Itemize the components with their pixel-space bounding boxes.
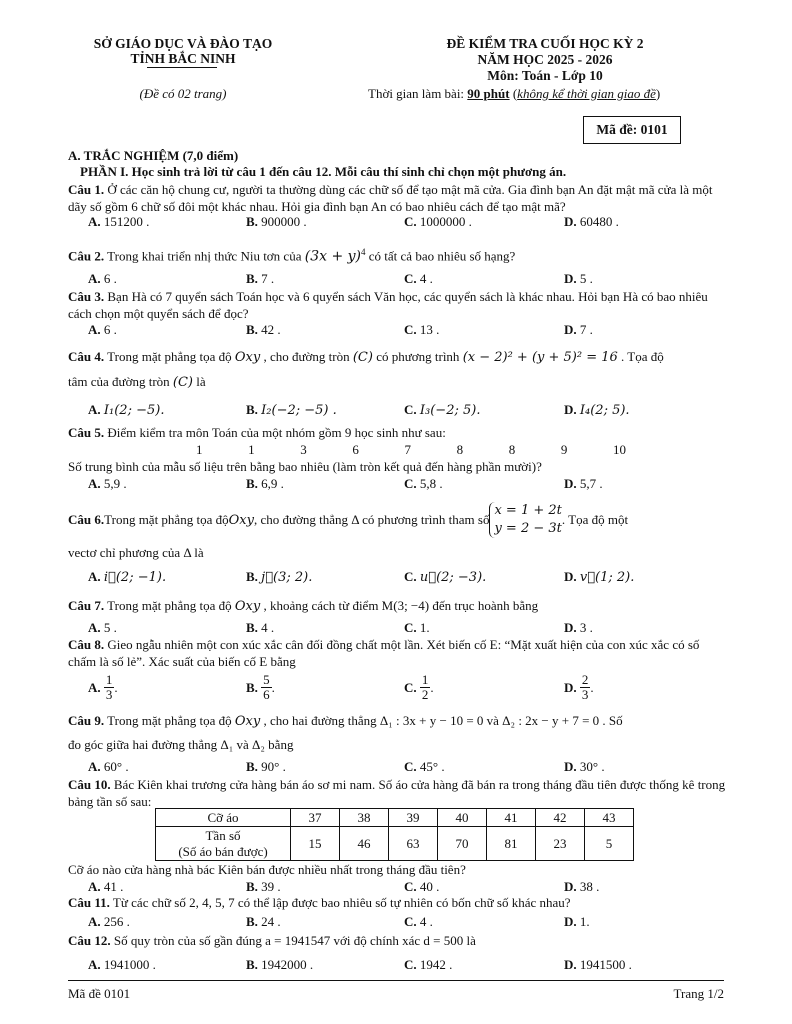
table-cell: 70 bbox=[438, 827, 487, 861]
q5-option-a[interactable]: A. 5,9 . bbox=[88, 476, 127, 491]
question-9-line2: đo góc giữa hai đường thẳng Δ₁ và Δ₂ bằng bbox=[68, 737, 294, 752]
question-8: Câu 8. Gieo ngẫu nhiên một con xúc xắc cân đối đồng chất một lần. Xét biến cố E: “Mặt xuất hiện của con xúc xắc có số chấm là số lẻ”. Xác suất của biến cố E bằng bbox=[68, 637, 700, 669]
table-cell: 15 bbox=[291, 827, 340, 861]
q4-option-c[interactable]: C. I₃(−2; 5). bbox=[404, 402, 481, 418]
question-7: Câu 7. Trong mặt phẳng tọa độ Oxy , khoảng cách từ điểm M(3; −4) đến trục hoành bằng bbox=[68, 598, 539, 614]
footer-divider bbox=[68, 980, 724, 981]
q11-option-c[interactable]: C. 4 . bbox=[404, 914, 433, 929]
score: 6 bbox=[352, 442, 359, 457]
q7-option-c[interactable]: C. 1. bbox=[404, 620, 430, 635]
score: 3 bbox=[300, 442, 307, 457]
q12-option-d[interactable]: D. 1941500 . bbox=[564, 957, 632, 972]
table-header-cell: Cỡ áo bbox=[156, 809, 291, 827]
q3-option-d[interactable]: D. 7 . bbox=[564, 322, 593, 337]
fraction: $\frac{1}{3}$ bbox=[105, 672, 113, 702]
q6-option-c[interactable]: C. u⃗(2; −3). bbox=[404, 569, 487, 585]
q4-option-b[interactable]: B. I₂(−2; −5) . bbox=[246, 402, 337, 418]
table-cell: 40 bbox=[438, 809, 487, 827]
footer-exam-code: Mã đề 0101 bbox=[68, 986, 131, 1001]
q7-option-b[interactable]: B. 4 . bbox=[246, 620, 275, 635]
question-6: Câu 6. Trong mặt phẳng tọa độ Oxy , cho đường thẳng Δ có phương trình tham số x = 1 + 2t y = 2 − 3t . Tọa độ một bbox=[68, 503, 629, 536]
q4-option-a[interactable]: A. I₁(2; −5). bbox=[88, 402, 165, 418]
q5-option-d[interactable]: D. 5,7 . bbox=[564, 476, 603, 491]
table-row bbox=[156, 809, 634, 827]
q10-option-d[interactable]: D. 38 . bbox=[564, 879, 600, 894]
q1-option-d[interactable]: D. 60480 . bbox=[564, 214, 619, 229]
table-row bbox=[156, 827, 634, 861]
pages-note: (Đề có 02 trang) bbox=[139, 86, 227, 101]
q2-option-c[interactable]: C. 4 . bbox=[404, 271, 433, 286]
score: 7 bbox=[404, 442, 411, 457]
q8-option-a[interactable]: A. $\frac{1}{3}$ . bbox=[88, 672, 118, 702]
q3-option-b[interactable]: B. 42 . bbox=[246, 322, 281, 337]
fraction: $\frac{2}{3}$ bbox=[581, 672, 589, 702]
table-header-cell: Tần số (Số áo bán được) bbox=[156, 827, 291, 861]
question-6-line2: vectơ chỉ phương của Δ là bbox=[68, 545, 204, 560]
frequency-table bbox=[155, 808, 634, 861]
table-cell: 81 bbox=[487, 827, 536, 861]
question-10-line2: Cỡ áo nào cửa hàng nhà bác Kiên bán được nhiều nhất trong tháng đầu tiên? bbox=[68, 862, 466, 877]
question-12: Câu 12. Số quy tròn của số gần đúng a = 1941547 với độ chính xác d = 500 là bbox=[68, 933, 476, 948]
section-title: A. TRẮC NGHIỆM (7,0 điểm) bbox=[68, 148, 239, 163]
q9-option-d[interactable]: D. 30° . bbox=[564, 759, 605, 774]
q9-option-a[interactable]: A. 60° . bbox=[88, 759, 129, 774]
q4-option-d[interactable]: D. I₄(2; 5). bbox=[564, 402, 630, 418]
q10-option-a[interactable]: A. 41 . bbox=[88, 879, 124, 894]
q11-option-d[interactable]: D. 1. bbox=[564, 914, 590, 929]
part1-instruction: PHẦN I. Học sinh trả lời từ câu 1 đến câu 12. Mỗi câu thí sinh chỉ chọn một phương án. bbox=[80, 164, 567, 179]
q7-option-a[interactable]: A. 5 . bbox=[88, 620, 117, 635]
table-cell: 63 bbox=[389, 827, 438, 861]
q12-option-c[interactable]: C. 1942 . bbox=[404, 957, 453, 972]
q8-option-c[interactable]: C. $\frac{1}{2}$ . bbox=[404, 672, 434, 702]
fraction: $\frac{5}{6}$ bbox=[263, 672, 270, 702]
q5-scores bbox=[196, 442, 626, 458]
q10-option-b[interactable]: B. 39 . bbox=[246, 879, 281, 894]
q6-option-a[interactable]: A. i⃗(2; −1). bbox=[88, 569, 167, 585]
q2-option-a[interactable]: A. 6 . bbox=[88, 271, 117, 286]
question-4-line2: tâm của đường tròn (C) là bbox=[68, 374, 206, 390]
q8-option-d[interactable]: D. $\frac{2}{3}$ . bbox=[564, 672, 594, 702]
q1-option-b[interactable]: B. 900000 . bbox=[246, 214, 307, 229]
q9-option-c[interactable]: C. 45° . bbox=[404, 759, 445, 774]
q12-option-a[interactable]: A. 1941000 . bbox=[88, 957, 156, 972]
q12-option-b[interactable]: B. 1942000 . bbox=[246, 957, 314, 972]
question-4: Câu 4. Trong mặt phẳng tọa độ Oxy , cho đường tròn (C) có phương trình (x − 2)² + (y + 5)² = 16 . Tọa độ bbox=[68, 349, 664, 365]
question-5-line2: Số trung bình của mẫu số liệu trên bằng bao nhiêu (làm tròn kết quả đến hàng phần mười)? bbox=[68, 459, 542, 474]
question-5: Câu 5. Điểm kiểm tra môn Toán của một nhóm gồm 9 học sinh như sau: bbox=[68, 425, 446, 440]
q1-option-a[interactable]: A. 151200 . bbox=[88, 214, 150, 229]
dept-line1: SỞ GIÁO DỤC VÀ ĐÀO TẠO bbox=[93, 36, 273, 51]
q6-param-system: x = 1 + 2t y = 2 − 3t bbox=[489, 502, 561, 538]
q7-option-d[interactable]: D. 3 . bbox=[564, 620, 593, 635]
q8-option-b[interactable]: B. $\frac{5}{6}$ . bbox=[246, 672, 275, 702]
q5-option-c[interactable]: C. 5,8 . bbox=[404, 476, 443, 491]
question-11: Câu 11. Từ các chữ số 2, 4, 5, 7 có thể lập được bao nhiêu số tự nhiên có bốn chữ số khác nhau? bbox=[68, 895, 571, 910]
header-underline bbox=[147, 67, 217, 68]
question-1: Câu 1. Ở các căn hộ chung cư, người ta thường dùng các chữ số để tạo mật mã cửa. Gia đình bạn An đặt mật mã cửa là một dãy số gồm 6 chữ số đôi một khác nhau. Hỏi gia đình bạn An có bao nhiêu cách để tạo mật mã? bbox=[68, 182, 713, 214]
fraction: $\frac{1}{2}$ bbox=[421, 672, 429, 702]
score: 1 bbox=[196, 442, 203, 457]
q10-option-c[interactable]: C. 40 . bbox=[404, 879, 440, 894]
table-cell: 42 bbox=[536, 809, 585, 827]
exam-title: ĐỀ KIỂM TRA CUỐI HỌC KỲ 2 bbox=[446, 36, 644, 51]
table-cell: 5 bbox=[585, 827, 634, 861]
table-cell: 46 bbox=[340, 827, 389, 861]
table-cell: 37 bbox=[291, 809, 340, 827]
score: 8 bbox=[508, 442, 516, 457]
q6-option-d[interactable]: D. v⃗(1; 2). bbox=[564, 569, 635, 585]
q2-option-b[interactable]: B. 7 . bbox=[246, 271, 275, 286]
q1-option-c[interactable]: C. 1000000 . bbox=[404, 214, 472, 229]
footer-page-number: Trang 1/2 bbox=[673, 986, 724, 1001]
table-cell: 43 bbox=[585, 809, 634, 827]
subject: Môn: Toán - Lớp 10 bbox=[487, 68, 603, 83]
exam-code-box: Mã đề: 0101 bbox=[583, 116, 681, 144]
score: 9 bbox=[560, 442, 568, 457]
table-cell: 39 bbox=[389, 809, 438, 827]
table-cell: 38 bbox=[340, 809, 389, 827]
q9-option-b[interactable]: B. 90° . bbox=[246, 759, 286, 774]
q3-option-c[interactable]: C. 13 . bbox=[404, 322, 440, 337]
q6-option-b[interactable]: B. j⃗(3; 2). bbox=[246, 569, 313, 585]
score: 8 bbox=[456, 442, 464, 457]
table-cell: 41 bbox=[487, 809, 536, 827]
question-3: Câu 3. Bạn Hà có 7 quyển sách Toán học và 6 quyển sách Văn học, các quyển sách là khác nhau. Hỏi bạn Hà có bao nhiêu cách chọn một quyển sách để đọc? bbox=[68, 289, 708, 321]
time-line: Thời gian làm bài: 90 phút (không kể thời gian giao đề) bbox=[368, 86, 661, 101]
q5-option-b[interactable]: B. 6,9 . bbox=[246, 476, 284, 491]
q3-option-a[interactable]: A. 6 . bbox=[88, 322, 117, 337]
question-9: Câu 9. Trong mặt phẳng tọa độ Oxy , cho hai đường thẳng Δ₁ : 3x + y − 10 = 0 và Δ₂ : 2x − y + 7 = 0 . Số bbox=[68, 713, 623, 729]
question-2: Câu 2. Trong khai triển nhị thức Niu tơn của $(3x + y)^4$ có tất cả bao nhiêu số hạng? bbox=[68, 247, 516, 265]
score: 1 bbox=[248, 442, 255, 457]
table-cell: 23 bbox=[536, 827, 585, 861]
score: 10 bbox=[613, 442, 626, 457]
q2-option-d[interactable]: D. 5 . bbox=[564, 271, 593, 286]
q11-option-b[interactable]: B. 24 . bbox=[246, 914, 281, 929]
dept-line2: TỈNH BẮC NINH bbox=[130, 51, 236, 66]
q11-option-a[interactable]: A. 256 . bbox=[88, 914, 130, 929]
question-10: Câu 10. Bác Kiên khai trương cửa hàng bán áo sơ mi nam. Số áo cửa hàng đã bán ra trong tháng đầu tiên được thống kê trong bảng tần số sau: bbox=[68, 777, 726, 809]
school-year: NĂM HỌC 2025 - 2026 bbox=[477, 52, 613, 67]
